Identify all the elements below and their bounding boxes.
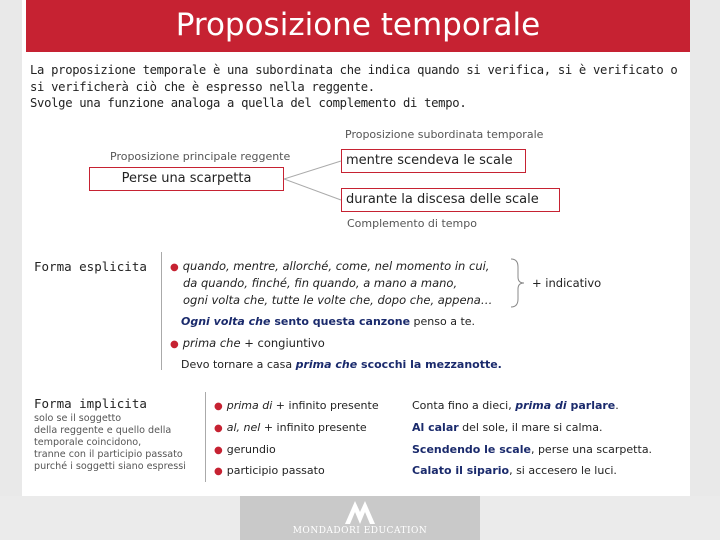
principale-label: Proposizione principale reggente	[110, 150, 291, 163]
subordinata-label: Proposizione subordinata temporale	[345, 128, 544, 141]
intro-line1-a: La proposizione temporale è una	[30, 63, 256, 77]
implicita-divider	[205, 392, 206, 482]
subordinata-box	[341, 149, 526, 173]
principale-text: Perse una scarpetta	[121, 171, 252, 186]
intro-line2: si verificherà ciò che è espresso nella reggente.	[30, 79, 375, 94]
esplicita-label: Forma esplicita	[34, 259, 147, 274]
implicita-row2-example: Al calar del sole, il mare si calma.	[412, 421, 603, 434]
subordinata-text: mentre scendeva le scale	[346, 153, 513, 168]
left-margin-band	[0, 0, 22, 540]
esplicita-divider	[161, 252, 162, 370]
footer-brand: MONDADORI EDUCATION	[292, 526, 428, 536]
bullet-icon: ●	[170, 339, 179, 350]
bullet-icon: ●	[170, 262, 179, 273]
page-title: Proposizione temporale	[26, 0, 690, 52]
esplicita-example1: Ogni volta che sento questa canzone penso a te.	[181, 315, 476, 328]
implicita-row1-rule: ● prima di + infinito presente	[214, 399, 379, 412]
esplicita-conj-line2: da quando, finché, fin quando, a mano a mano,	[183, 276, 458, 290]
implicita-row2-rule: ● al, nel + infinito presente	[214, 421, 367, 434]
complemento-text: durante la discesa delle scale	[346, 192, 539, 207]
implicita-row4-example: Calato il sipario, si accesero le luci.	[412, 464, 617, 477]
complemento-label: Complemento di tempo	[347, 217, 477, 230]
esplicita-conj-line1: ● quando, mentre, allorché, come, nel momento in cui,	[170, 259, 490, 273]
diagram-connectors	[284, 150, 342, 220]
bullet-icon: ●	[214, 445, 223, 456]
implicita-row1-example: Conta fino a dieci, prima di parlare.	[412, 399, 619, 412]
right-margin-band	[690, 0, 720, 540]
bullet-icon: ●	[214, 423, 223, 434]
intro-paragraph	[30, 62, 685, 112]
intro-line1-b: subordinata che indica quando si verifica, si è verificato o	[255, 63, 678, 77]
principale-box	[89, 167, 284, 191]
brace-icon	[509, 257, 527, 309]
bullet-icon: ●	[214, 466, 223, 477]
implicita-row4-rule: ● participio passato	[214, 464, 325, 477]
intro-line3-a: Svolge una funzione analoga a quella del	[30, 96, 319, 110]
implicita-row3-rule: ● gerundio	[214, 443, 276, 456]
intro-line3-c: .	[459, 96, 467, 110]
mondadori-logo-icon	[341, 498, 379, 526]
esplicita-example2: Devo tornare a casa prima che scocchi la mezzanotte.	[181, 358, 502, 371]
connector-line-lower	[284, 179, 341, 200]
implicita-label: Forma implicita	[34, 396, 147, 411]
implicita-row3-example: Scendendo le scale, perse una scarpetta.	[412, 443, 653, 456]
implicita-note: solo se il soggetto della reggente e quello della temporale coincidono, tranne con il participio passato purché i soggetti siano espressi	[34, 413, 186, 472]
bullet-icon: ●	[214, 401, 223, 412]
esplicita-conj-line3: ogni volta che, tutte le volte che, dopo che, appena…	[183, 293, 493, 307]
intro-line3-b: complemento di tempo	[318, 96, 460, 110]
connector-line-upper	[284, 161, 341, 179]
esplicita-prima-che: ● prima che + congiuntivo	[170, 336, 325, 350]
indicativo-label: + indicativo	[532, 276, 602, 290]
complemento-box	[341, 188, 560, 212]
